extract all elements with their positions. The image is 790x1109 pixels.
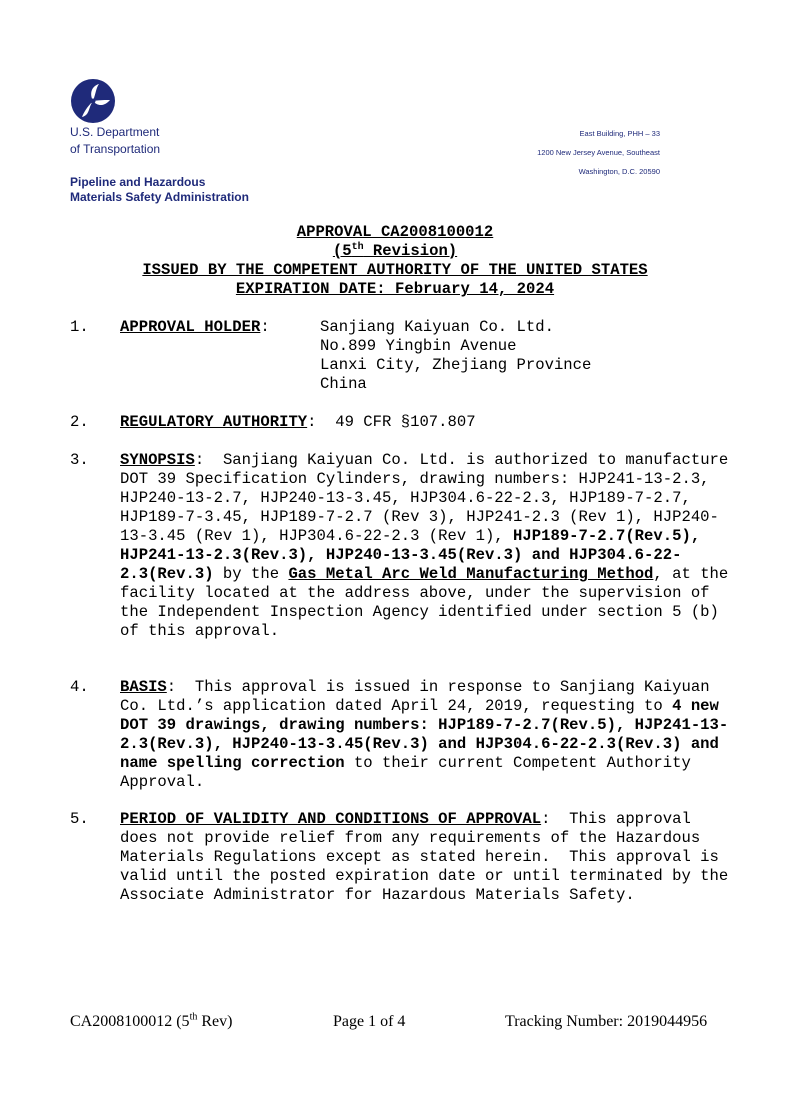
address-line-1: East Building, PHH – 33 <box>579 129 660 138</box>
section-4-text: BASIS: This approval is issued in response to Sanjiang Kaiyuan Co. Ltd.’s application dated April 24, 2019, requesting to 4 new DOT 39 drawings, drawing numbers: HJP189-7-2.7(Rev.5), HJP241-13-2.3(Rev.3), HJP240-13-3.45(Rev.3) and HJP304.6-22-2.3(Rev.3) and name spelling correction to their current Competent Authority Approval. <box>120 678 729 791</box>
section-1-number: 1. <box>70 318 89 336</box>
holder-country: China <box>320 375 367 393</box>
footer-document-id: CA2008100012 (5th Rev) <box>70 1011 233 1030</box>
agency-line-1: Pipeline and Hazardous <box>70 175 206 189</box>
issued-by: ISSUED BY THE COMPETENT AUTHORITY OF THE UNITED STATES <box>142 261 648 279</box>
approval-holder-address <box>320 318 591 394</box>
holder-city: Lanxi City, Zhejiang Province <box>320 356 592 374</box>
dot-logo <box>70 78 116 124</box>
address-line-3: Washington, D.C. 20590 <box>578 167 660 176</box>
section-1-heading: APPROVAL HOLDER: <box>120 318 270 336</box>
section-3-number: 3. <box>70 451 89 469</box>
approval-number: APPROVAL CA2008100012 <box>296 223 494 241</box>
department-name <box>70 124 160 158</box>
section-2-number: 2. <box>70 413 89 431</box>
section-3-text: SYNOPSIS: Sanjiang Kaiyuan Co. Ltd. is authorized to manufacture DOT 39 Specification Cylinders, drawing numbers: HJP241-13-2.3, HJP240-13-2.7, HJP240-13-3.45, HJP304.6-22-2.3, HJP189-7-2.7, HJP189-7-3.45, HJP189-7-2.7 (Rev 3), HJP241-2.3 (Rev 1), HJP240-13-3.45 (Rev 1), HJP304.6-22-2.3 (Rev 1), HJP189-7-2.7(Rev.5), HJP241-13-2.3(Rev.3), HJP240-13-3.45(Rev.3) and HJP304.6-22-2.3(Rev.3) by the Gas Metal Arc Weld Manufacturing Method, at the facility located at the address above, under the supervision of the Independent Inspection Agency identified under section 5 (b) of this approval. <box>120 451 738 640</box>
section-2-text: REGULATORY AUTHORITY: 49 CFR §107.807 <box>120 413 476 431</box>
section-5-number: 5. <box>70 810 89 828</box>
dept-line-1: U.S. Department <box>70 125 160 139</box>
holder-name: Sanjiang Kaiyuan Co. Ltd. <box>320 318 554 336</box>
holder-street: No.899 Yingbin Avenue <box>320 337 517 355</box>
address-block <box>460 124 660 181</box>
section-4-number: 4. <box>70 678 89 696</box>
dept-line-2: of Transportation <box>70 142 161 156</box>
agency-name <box>70 175 249 205</box>
footer-tracking-number: Tracking Number: 2019044956 <box>505 1013 708 1030</box>
address-line-2: 1200 New Jersey Avenue, Southeast <box>537 148 660 157</box>
section-5-text: PERIOD OF VALIDITY AND CONDITIONS OF APPROVAL: This approval does not provide relief from any requirements of the Hazardous Materials Regulations except as stated herein. This approval is valid until the posted expiration date or until terminated by the Associate Administrator for Hazardous Materials Safety. <box>120 810 738 904</box>
footer-page-number: Page 1 of 4 <box>333 1013 406 1030</box>
revision-label: (5th Revision) <box>332 241 458 260</box>
agency-line-2: Materials Safety Administration <box>70 190 249 204</box>
expiration-date: EXPIRATION DATE: February 14, 2024 <box>235 280 555 298</box>
title-block <box>0 223 790 299</box>
